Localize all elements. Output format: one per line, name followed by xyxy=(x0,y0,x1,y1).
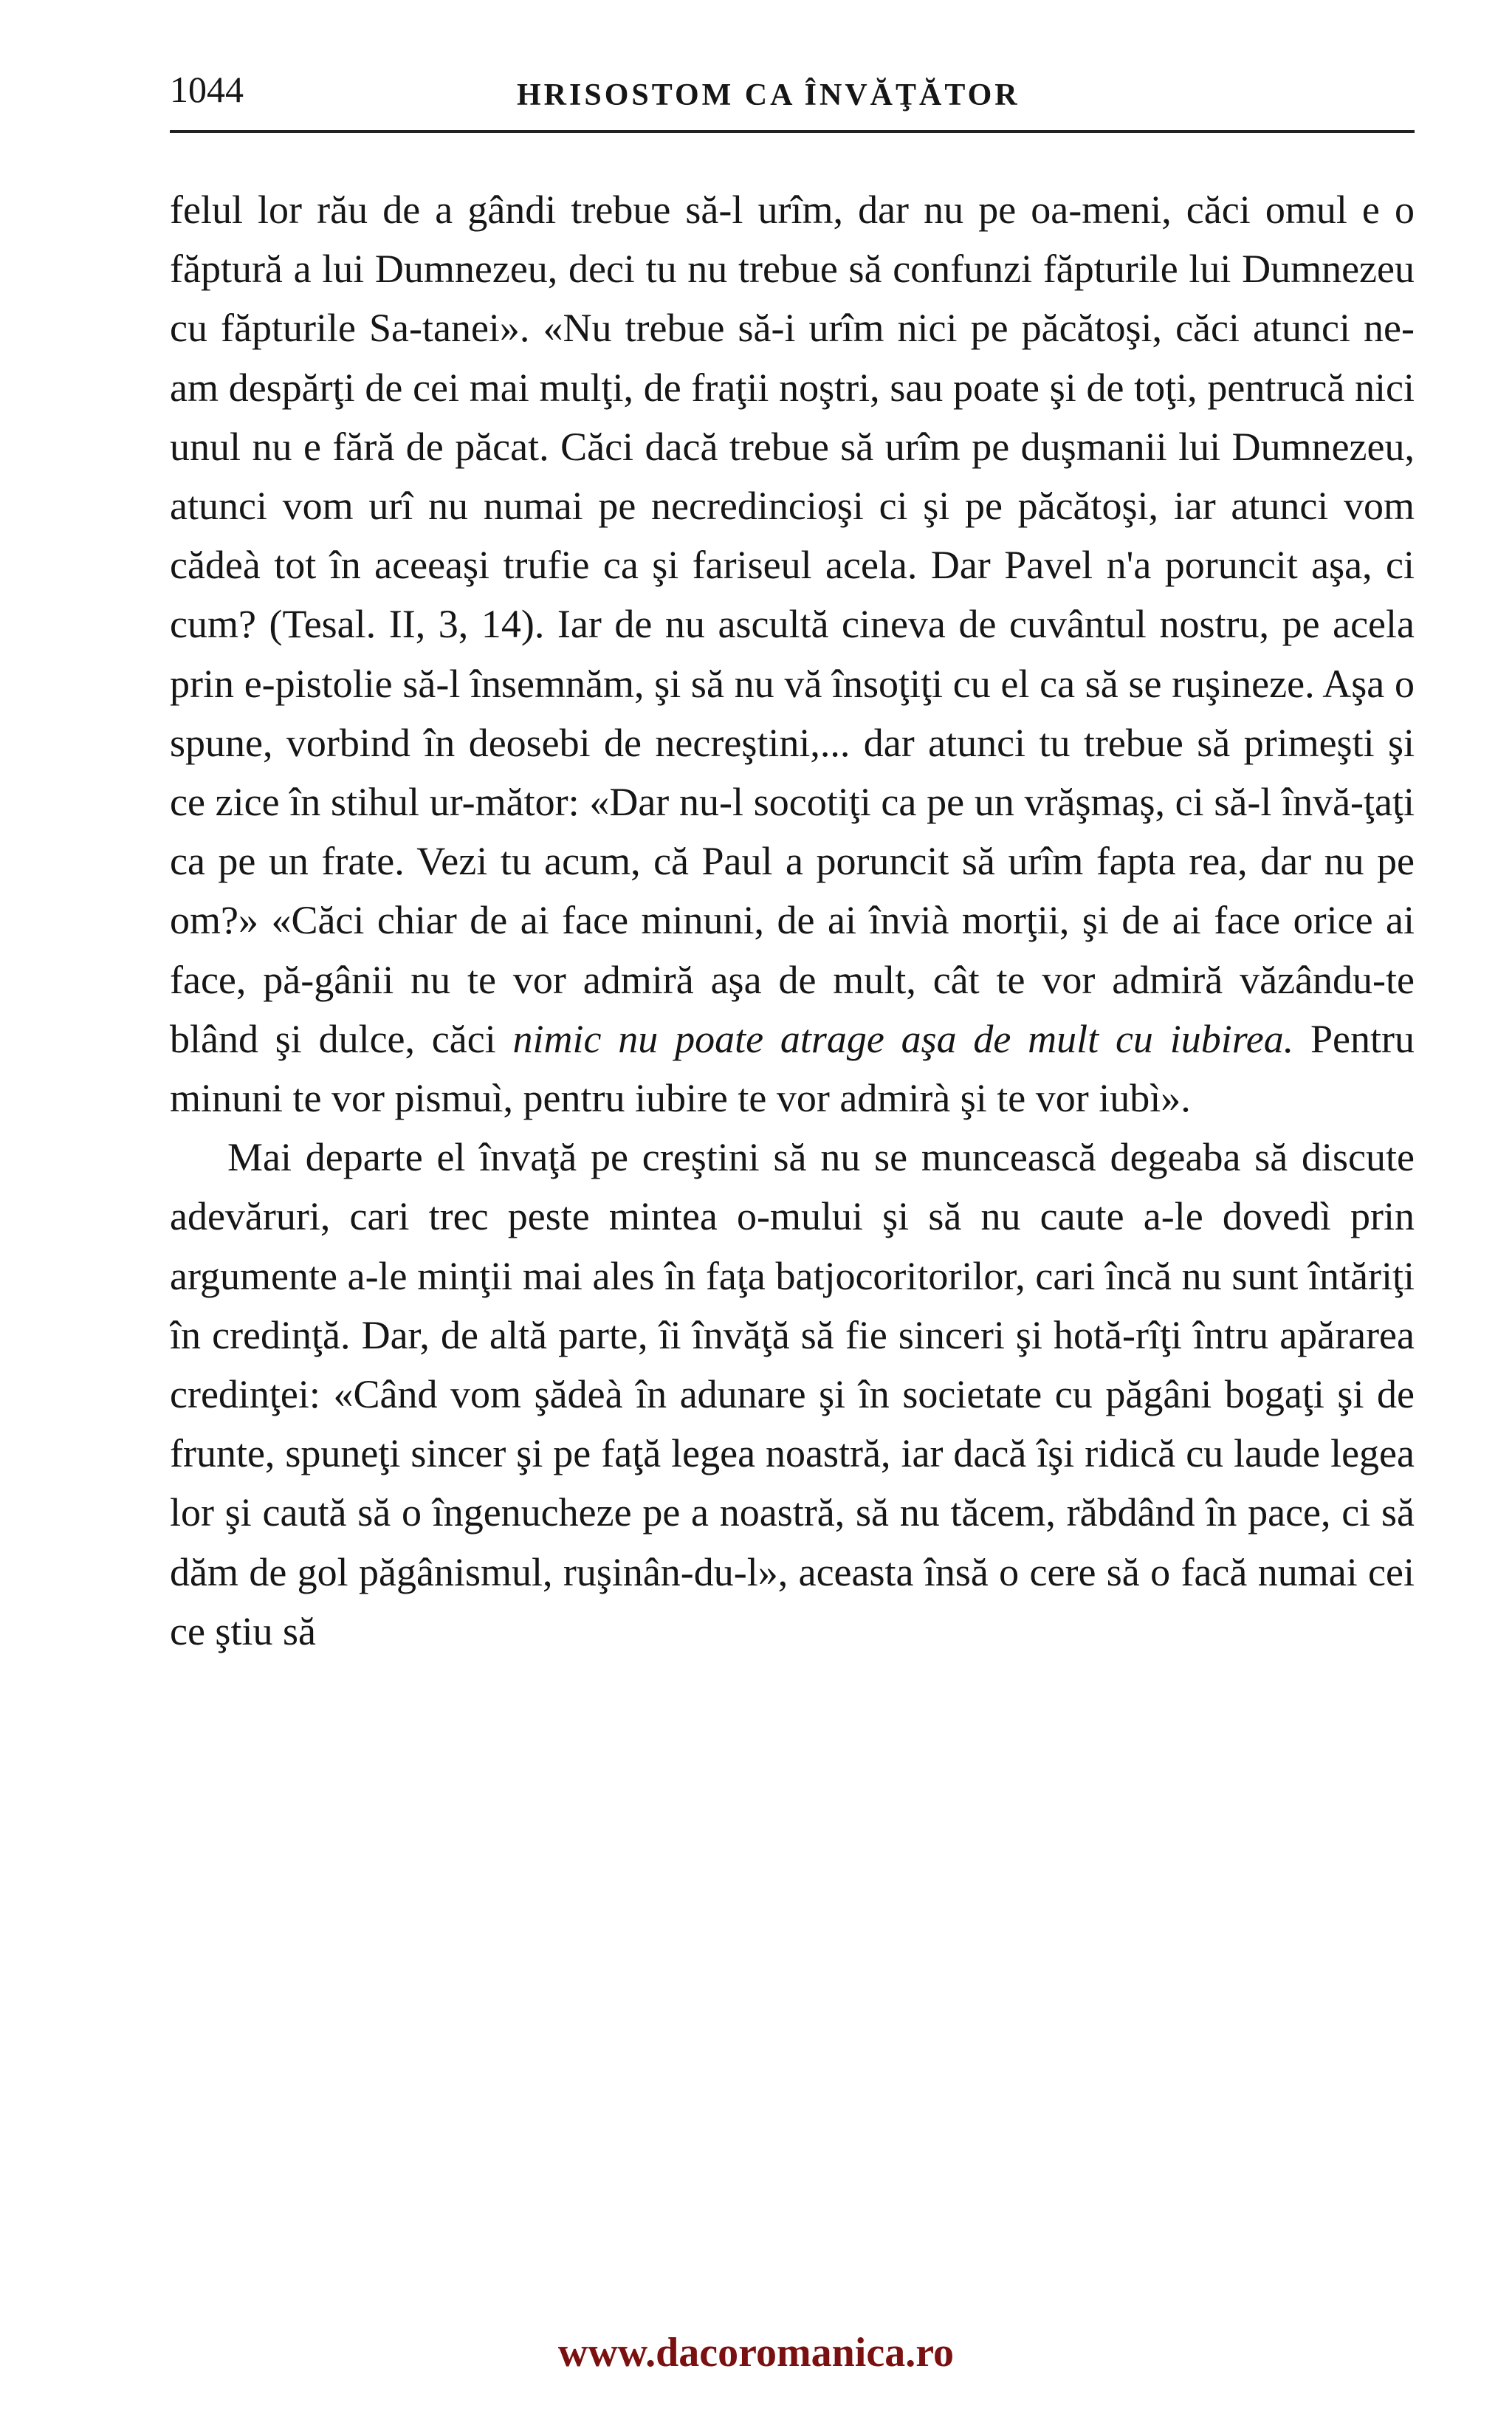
page-number: 1044 xyxy=(170,69,244,110)
page-body xyxy=(170,180,1415,2189)
running-title: HRISOSTOM CA ÎNVĂŢĂTOR xyxy=(517,78,1020,112)
paragraph-1-emphasis: nimic nu poate atrage aşa de mult cu iubirea. xyxy=(512,1016,1294,1061)
page-header xyxy=(170,64,1415,133)
watermark-url: www.dacoromanica.ro xyxy=(557,2330,955,2376)
paragraph-2 xyxy=(170,1128,1415,1661)
paragraph-2-text: Mai departe el învaţă pe creştini să nu se muncească degeaba să discute adevăruri, cari trec peste mintea o-mului şi să nu caute a-le dovedì prin argumente a-le minţii mai ales în faţa batjocoritorilor, cari încă nu sunt întăriţi în credinţă. Dar, de altă parte, îi învăţă să fie sinceri şi hotă-rîţi întru apărarea credinţei: «Când vom şădeà în adunare şi în societate cu păgâni bogaţi şi de frunte, spuneţi sincer şi pe faţă legea noastră, iar dacă îşi ridică cu laude legea lor şi caută să o îngenucheze pe a noastră, să nu tăcem, răbdând în pace, ci să dăm de gol păgânismul, ruşinân-du-l», aceasta însă o cere să o facă numai cei ce ştiu să xyxy=(170,1135,1415,1653)
paragraph-1 xyxy=(170,180,1415,1128)
paragraph-1-text: felul lor rău de a gândi trebue să-l urîm, dar nu pe oa-meni, căci omul e o făptură a lui Dumnezeu, deci tu nu trebue să confunzi făpturile lui Dumnezeu cu făpturile Sa-tanei». «Nu trebue să-i urîm nici pe păcătoşi, căci atunci ne-am despărţi de cei mai mulţi, de fraţii noştri, sau poate şi de toţi, pentrucă nici unul nu e fără de păcat. Căci dacă trebue să urîm pe duşmanii lui Dumnezeu, atunci vom urî nu numai pe necredincioşi ci şi pe păcătoşi, iar atunci vom cădeà tot în aceeaşi trufie ca şi fariseul acela. Dar Pavel n'a poruncit aşa, ci cum? (Tesal. II, 3, 14). Iar de nu ascultă cineva de cuvântul nostru, pe acela prin e-pistolie să-l însemnăm, şi să nu vă însoţiţi cu el ca să se ruşineze. Aşa o spune, vorbind în deosebi de necreştini,... dar atunci tu trebue să primeşti şi ce zice în stihul ur-mător: «Dar nu-l socotiţi ca pe un vrăşmaş, ci să-l învă-ţaţi ca pe un frate. Vezi tu acum, că Paul a poruncit să urîm fapta rea, dar nu pe om?» «Căci chiar de ai face minuni, de ai învià morţii, şi de ai face orice ai face, pă-gânii nu te vor admiră aşa de mult, cât te vor admiră văzându-te blând şi dulce, căci xyxy=(170,188,1415,1061)
paragraph-1-ending: Pentru minuni te vor pismuì, pentru iubire te vor admirà şi te vor iubì». xyxy=(170,1016,1415,1121)
